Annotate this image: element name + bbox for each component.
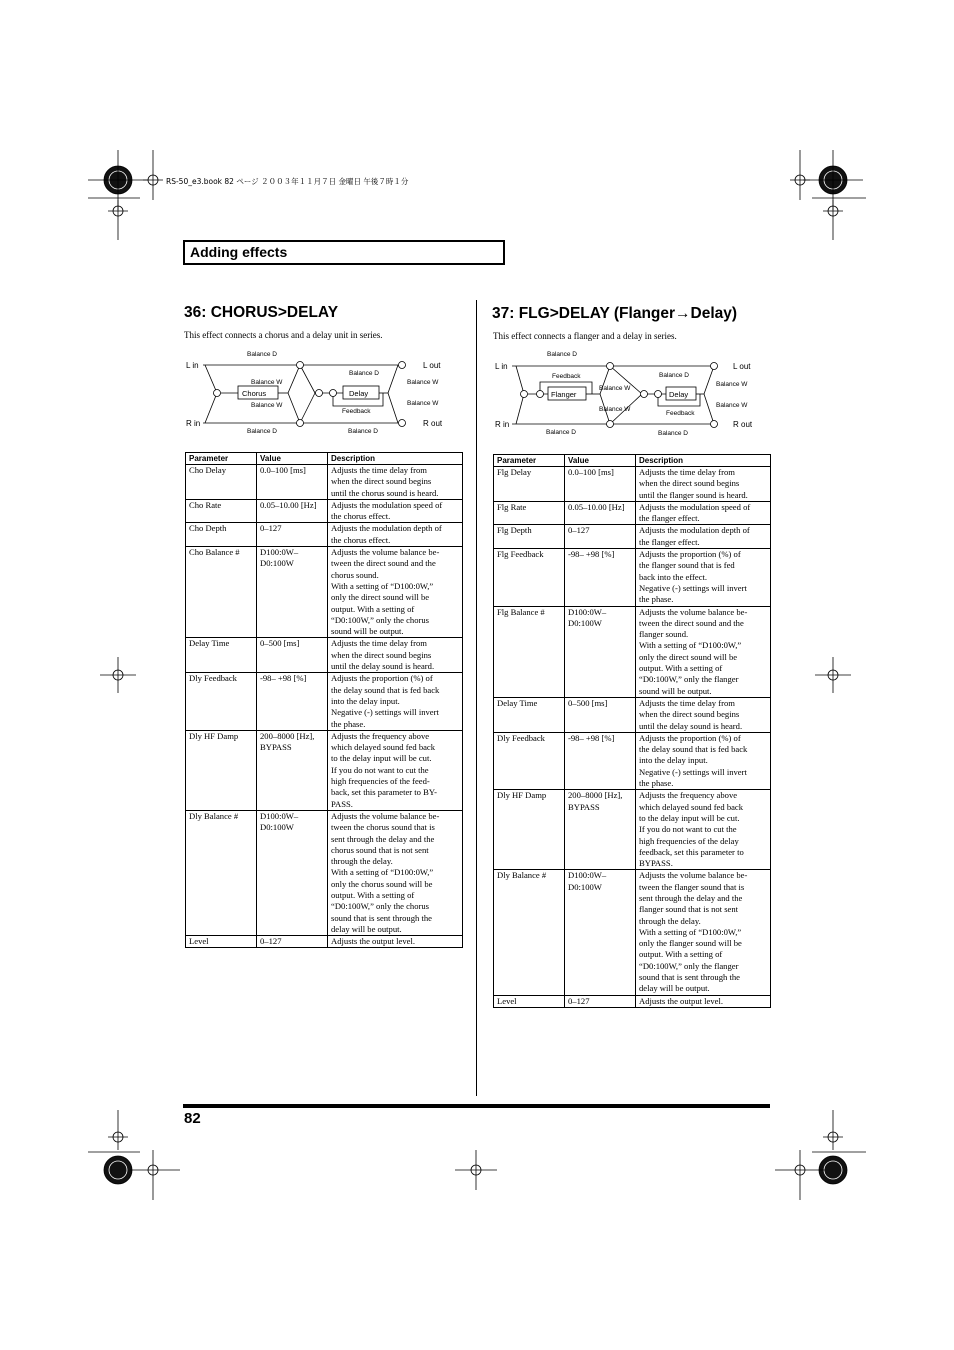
- table-row: [186, 499, 463, 523]
- diagram-balance-d-label: Balance D: [247, 428, 277, 435]
- param-name: Flg Feedback: [494, 549, 565, 606]
- col-header-value: Value: [257, 453, 328, 465]
- param-value: 0.0–100 [ms]: [565, 467, 636, 502]
- param-description: Adjusts the output level.: [328, 936, 463, 948]
- diagram-l-out-label: L out: [423, 361, 441, 370]
- diagram-r-in-label: R in: [495, 420, 510, 429]
- param-name: Cho Depth: [186, 523, 257, 547]
- param-description: Adjusts the proportion (%) of the delay sound that is fed back into the delay input. Negative (-) settings will invert the phase.: [328, 673, 463, 730]
- diagram-l-in-label: L in: [186, 361, 199, 370]
- right-parameter-table: [493, 454, 771, 1008]
- left-effect-title: 36: CHORUS>DELAY: [184, 304, 339, 321]
- param-value: 0–127: [257, 523, 328, 547]
- right-effect-intro: This effect connects a flanger and a delay in series.: [493, 331, 677, 341]
- param-description: Adjusts the volume balance be- tween the direct sound and the chorus sound. With a setting of “D100:0W,” only the direct sound will be output. With a setting of “D0:100W,” only the chorus sound will be output.: [328, 547, 463, 638]
- param-description: Adjusts the frequency above which delayed sound fed back to the delay input will be cut. If you do not want to cut the high frequencies of the delay feedback, set this parameter to BYPASS.: [636, 790, 771, 870]
- column-divider: [476, 300, 477, 1096]
- param-name: Delay Time: [186, 638, 257, 673]
- diagram-unit1-label: Chorus: [242, 389, 267, 398]
- param-value: 0–500 [ms]: [257, 638, 328, 673]
- diagram-unit2-label: Delay: [349, 389, 369, 398]
- diagram-balance-w-label: Balance W: [251, 402, 283, 409]
- param-name: Dly Balance #: [494, 870, 565, 995]
- table-row: [186, 547, 463, 638]
- table-header-row: [494, 455, 771, 467]
- param-description: Adjusts the modulation speed of the flanger effect.: [636, 501, 771, 525]
- param-name: Cho Delay: [186, 465, 257, 500]
- print-header-note: RS-50_e3.book 82 ページ ２００３年１１月７日 金曜日 午後７時１分: [166, 177, 409, 186]
- param-value: 0–127: [565, 525, 636, 549]
- diagram-balance-d-label: Balance D: [659, 372, 689, 379]
- param-name: Dly HF Damp: [494, 790, 565, 870]
- param-description: Adjusts the time delay from when the direct sound begins until the chorus sound is heard.: [328, 465, 463, 500]
- param-name: Flg Rate: [494, 501, 565, 525]
- table-row: [494, 732, 771, 789]
- diagram-feedback-label: Feedback: [552, 373, 581, 380]
- diagram-balance-w-label: Balance W: [407, 400, 439, 407]
- table-row: [494, 549, 771, 606]
- table-row: [494, 790, 771, 870]
- table-row: [494, 697, 771, 732]
- right-effect-title: 37: FLG>DELAY (Flanger→Delay): [492, 305, 738, 322]
- diagram-balance-d-label: Balance D: [547, 351, 577, 358]
- diagram-balance-d-label: Balance D: [546, 429, 576, 436]
- param-description: Adjusts the time delay from when the direct sound begins until the delay sound is heard.: [328, 638, 463, 673]
- param-description: Adjusts the time delay from when the direct sound begins until the flanger sound is heard.: [636, 467, 771, 502]
- diagram-balance-w-label: Balance W: [251, 379, 283, 386]
- param-name: Dly HF Damp: [186, 730, 257, 810]
- diagram-balance-w-label: Balance W: [599, 385, 631, 392]
- param-description: Adjusts the output level.: [636, 995, 771, 1007]
- footer-rule: [183, 1104, 770, 1108]
- param-value: 0–127: [565, 995, 636, 1007]
- table-row: [186, 523, 463, 547]
- diagram-balance-d-label: Balance D: [247, 351, 277, 358]
- param-name: Level: [494, 995, 565, 1007]
- col-header-parameter: Parameter: [186, 453, 257, 465]
- page-number: 82: [184, 1110, 201, 1127]
- param-description: Adjusts the frequency above which delayed sound fed back to the delay input will be cut. If you do not want to cut the high frequencies of the feed- back, set this parameter to BY- PASS.: [328, 730, 463, 810]
- param-name: Level: [186, 936, 257, 948]
- table-row: [186, 730, 463, 810]
- param-description: Adjusts the time delay from when the direct sound begins until the delay sound is heard.: [636, 697, 771, 732]
- diagram-feedback-label: Feedback: [666, 410, 695, 417]
- col-header-parameter: Parameter: [494, 455, 565, 467]
- diagram-r-out-label: R out: [733, 420, 753, 429]
- param-value: 200–8000 [Hz], BYPASS: [565, 790, 636, 870]
- table-row: [186, 936, 463, 948]
- param-name: Flg Depth: [494, 525, 565, 549]
- param-value: 0.05–10.00 [Hz]: [257, 499, 328, 523]
- param-value: 0–127: [257, 936, 328, 948]
- table-row: [494, 606, 771, 697]
- param-name: Dly Feedback: [494, 732, 565, 789]
- table-row: [186, 465, 463, 500]
- table-row: [186, 638, 463, 673]
- param-name: Delay Time: [494, 697, 565, 732]
- col-header-description: Description: [328, 453, 463, 465]
- table-row: [186, 810, 463, 935]
- param-value: 0.0–100 [ms]: [257, 465, 328, 500]
- diagram-feedback-label: Feedback: [342, 408, 371, 415]
- param-description: Adjusts the modulation depth of the chorus effect.: [328, 523, 463, 547]
- diagram-balance-d-label: Balance D: [348, 428, 378, 435]
- param-value: -98– +98 [%]: [565, 549, 636, 606]
- diagram-balance-w-label: Balance W: [716, 402, 748, 409]
- chorus-delay-diagram: [183, 346, 463, 436]
- diagram-l-in-label: L in: [495, 362, 508, 371]
- param-value: D100:0W– D0:100W: [257, 810, 328, 935]
- table-row: [494, 501, 771, 525]
- diagram-unit2-label: Delay: [669, 390, 689, 399]
- param-value: D100:0W– D0:100W: [565, 606, 636, 697]
- table-row: [494, 525, 771, 549]
- table-header-row: [186, 453, 463, 465]
- param-value: -98– +98 [%]: [565, 732, 636, 789]
- diagram-balance-d-label: Balance D: [349, 370, 379, 377]
- table-row: [494, 995, 771, 1007]
- flanger-delay-diagram: [492, 346, 772, 438]
- param-description: Adjusts the modulation speed of the chorus effect.: [328, 499, 463, 523]
- col-header-description: Description: [636, 455, 771, 467]
- diagram-balance-w-label: Balance W: [407, 379, 439, 386]
- param-description: Adjusts the volume balance be- tween the flanger sound that is sent through the delay and the flanger sound that is not sent through the delay. With a setting of “D100:0W,” only the flanger sound will be output. With a setting of “D0:100W,” only the flanger sound that is sent through the delay will be output.: [636, 870, 771, 995]
- left-effect-intro: This effect connects a chorus and a delay unit in series.: [184, 330, 383, 340]
- table-row: [186, 673, 463, 730]
- param-description: Adjusts the proportion (%) of the flanger sound that is fed back into the effect. Negative (-) settings will invert the phase.: [636, 549, 771, 606]
- diagram-l-out-label: L out: [733, 362, 751, 371]
- col-header-value: Value: [565, 455, 636, 467]
- param-value: D100:0W– D0:100W: [257, 547, 328, 638]
- table-row: [494, 870, 771, 995]
- diagram-balance-w-label: Balance W: [599, 406, 631, 413]
- param-name: Dly Balance #: [186, 810, 257, 935]
- left-parameter-table: [185, 452, 463, 948]
- diagram-balance-w-label: Balance W: [716, 381, 748, 388]
- param-name: Flg Delay: [494, 467, 565, 502]
- param-name: Flg Balance #: [494, 606, 565, 697]
- section-title: Adding effects: [190, 244, 288, 260]
- diagram-unit1-label: Flanger: [551, 390, 577, 399]
- param-value: -98– +98 [%]: [257, 673, 328, 730]
- param-description: Adjusts the volume balance be- tween the chorus sound that is sent through the delay and the chorus sound that is not sent through the delay. With a setting of “D100:0W,” only the chorus sound will be output. With a setting of “D0:100W,” only the chorus sound that is sent through the delay will be output.: [328, 810, 463, 935]
- param-value: 0.05–10.00 [Hz]: [565, 501, 636, 525]
- param-description: Adjusts the modulation depth of the flanger effect.: [636, 525, 771, 549]
- param-description: Adjusts the volume balance be- tween the direct sound and the flanger sound. With a setting of “D100:0W,” only the direct sound will be output. With a setting of “D0:100W,” only the flanger sound will be output.: [636, 606, 771, 697]
- param-value: D100:0W– D0:100W: [565, 870, 636, 995]
- param-value: 0–500 [ms]: [565, 697, 636, 732]
- diagram-r-out-label: R out: [423, 419, 443, 428]
- param-value: 200–8000 [Hz], BYPASS: [257, 730, 328, 810]
- param-name: Cho Balance #: [186, 547, 257, 638]
- diagram-r-in-label: R in: [186, 419, 201, 428]
- param-name: Cho Rate: [186, 499, 257, 523]
- param-description: Adjusts the proportion (%) of the delay sound that is fed back into the delay input. Negative (-) settings will invert the phase.: [636, 732, 771, 789]
- table-row: [494, 467, 771, 502]
- diagram-balance-d-label: Balance D: [658, 430, 688, 437]
- param-name: Dly Feedback: [186, 673, 257, 730]
